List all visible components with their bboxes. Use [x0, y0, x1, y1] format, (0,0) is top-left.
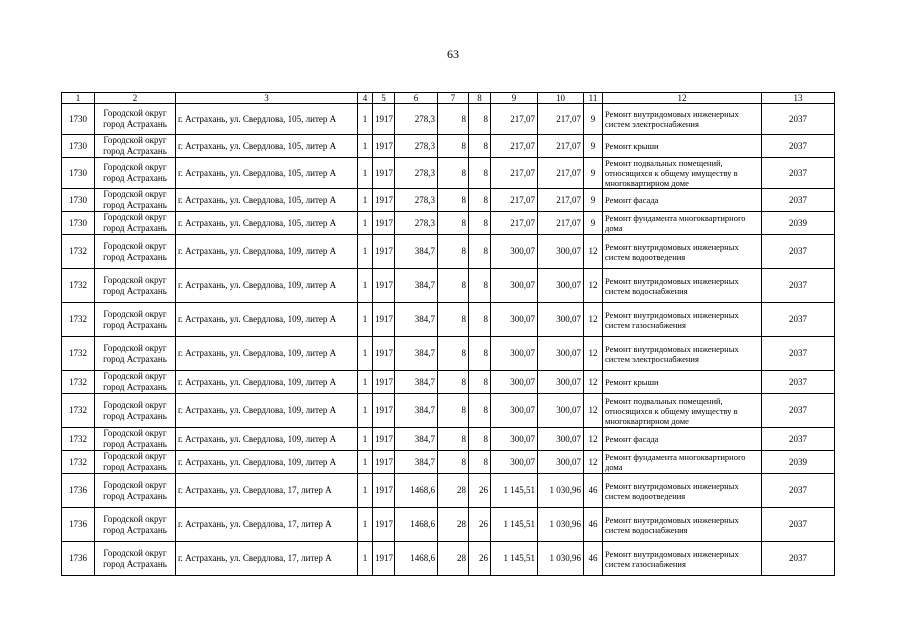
area-cell: 278,3 — [395, 104, 438, 135]
row-number-cell: 1732 — [62, 269, 95, 303]
year-planned-cell: 2037 — [762, 158, 835, 189]
year-planned-cell: 2037 — [762, 542, 835, 576]
col8-cell: 8 — [469, 269, 491, 303]
address-cell: г. Астрахань, ул. Свердлова, 109, литер А — [176, 269, 358, 303]
floors-cell: 1 — [358, 428, 373, 451]
col10-cell: 217,07 — [538, 135, 584, 158]
floors-cell: 1 — [358, 158, 373, 189]
col10-cell: 300,07 — [538, 451, 584, 474]
table-row — [62, 303, 835, 337]
col11-cell: 12 — [584, 394, 603, 428]
column-number-header: 13 — [762, 93, 835, 104]
area-cell: 1468,6 — [395, 542, 438, 576]
col11-cell: 9 — [584, 212, 603, 235]
row-number-cell: 1730 — [62, 158, 95, 189]
floors-cell: 1 — [358, 337, 373, 371]
column-number-header: 4 — [358, 93, 373, 104]
address-cell: г. Астрахань, ул. Свердлова, 105, литер А — [176, 104, 358, 135]
year-cell: 1917 — [373, 371, 395, 394]
col10-cell: 217,07 — [538, 189, 584, 212]
year-planned-cell: 2037 — [762, 303, 835, 337]
table-body — [62, 104, 835, 576]
capital-repair-table — [61, 92, 835, 576]
col7-cell: 8 — [438, 337, 469, 371]
floors-cell: 1 — [358, 474, 373, 508]
year-planned-cell: 2037 — [762, 235, 835, 269]
year-planned-cell: 2037 — [762, 135, 835, 158]
year-cell: 1917 — [373, 135, 395, 158]
col8-cell: 8 — [469, 303, 491, 337]
table-row — [62, 542, 835, 576]
table-row — [62, 428, 835, 451]
year-cell: 1917 — [373, 428, 395, 451]
col9-cell: 300,07 — [491, 428, 538, 451]
col10-cell: 300,07 — [538, 303, 584, 337]
work-type-cell: Ремонт внутридомовых инженерных систем электроснабжения — [603, 104, 762, 135]
address-cell: г. Астрахань, ул. Свердлова, 109, литер А — [176, 394, 358, 428]
col9-cell: 217,07 — [491, 212, 538, 235]
year-planned-cell: 2037 — [762, 428, 835, 451]
column-number-header: 2 — [95, 93, 176, 104]
floors-cell: 1 — [358, 508, 373, 542]
table-row — [62, 508, 835, 542]
col10-cell: 300,07 — [538, 428, 584, 451]
municipality-cell: Городской округ город Астрахань — [95, 428, 176, 451]
address-cell: г. Астрахань, ул. Свердлова, 109, литер А — [176, 428, 358, 451]
col11-cell: 12 — [584, 451, 603, 474]
col11-cell: 12 — [584, 235, 603, 269]
work-type-cell: Ремонт фундамента многоквартирного дома — [603, 451, 762, 474]
col8-cell: 8 — [469, 135, 491, 158]
col9-cell: 217,07 — [491, 104, 538, 135]
col8-cell: 8 — [469, 428, 491, 451]
col8-cell: 8 — [469, 394, 491, 428]
table-row — [62, 269, 835, 303]
table-row — [62, 371, 835, 394]
area-cell: 1468,6 — [395, 508, 438, 542]
address-cell: г. Астрахань, ул. Свердлова, 105, литер А — [176, 135, 358, 158]
year-cell: 1917 — [373, 158, 395, 189]
area-cell: 384,7 — [395, 235, 438, 269]
address-cell: г. Астрахань, ул. Свердлова, 109, литер А — [176, 371, 358, 394]
col11-cell: 12 — [584, 337, 603, 371]
col11-cell: 12 — [584, 269, 603, 303]
year-planned-cell: 2037 — [762, 508, 835, 542]
row-number-cell: 1732 — [62, 394, 95, 428]
col8-cell: 26 — [469, 542, 491, 576]
municipality-cell: Городской округ город Астрахань — [95, 235, 176, 269]
row-number-cell: 1730 — [62, 189, 95, 212]
col10-cell: 1 030,96 — [538, 542, 584, 576]
column-number-header: 6 — [395, 93, 438, 104]
row-number-cell: 1736 — [62, 508, 95, 542]
year-cell: 1917 — [373, 212, 395, 235]
municipality-cell: Городской округ город Астрахань — [95, 104, 176, 135]
floors-cell: 1 — [358, 303, 373, 337]
work-type-cell: Ремонт фасада — [603, 428, 762, 451]
municipality-cell: Городской округ город Астрахань — [95, 158, 176, 189]
work-type-cell: Ремонт крыши — [603, 135, 762, 158]
area-cell: 384,7 — [395, 428, 438, 451]
col9-cell: 300,07 — [491, 394, 538, 428]
col9-cell: 300,07 — [491, 451, 538, 474]
row-number-cell: 1732 — [62, 451, 95, 474]
col8-cell: 8 — [469, 158, 491, 189]
area-cell: 1468,6 — [395, 474, 438, 508]
address-cell: г. Астрахань, ул. Свердлова, 105, литер А — [176, 158, 358, 189]
work-type-cell: Ремонт внутридомовых инженерных систем водоснабжения — [603, 269, 762, 303]
floors-cell: 1 — [358, 235, 373, 269]
row-number-cell: 1736 — [62, 542, 95, 576]
row-number-cell: 1732 — [62, 337, 95, 371]
col8-cell: 8 — [469, 371, 491, 394]
col10-cell: 217,07 — [538, 212, 584, 235]
column-number-header: 3 — [176, 93, 358, 104]
column-number-row — [62, 93, 835, 104]
col7-cell: 8 — [438, 371, 469, 394]
floors-cell: 1 — [358, 269, 373, 303]
work-type-cell: Ремонт крыши — [603, 371, 762, 394]
year-cell: 1917 — [373, 474, 395, 508]
row-number-cell: 1730 — [62, 104, 95, 135]
row-number-cell: 1730 — [62, 135, 95, 158]
floors-cell: 1 — [358, 212, 373, 235]
col9-cell: 1 145,51 — [491, 508, 538, 542]
col7-cell: 8 — [438, 394, 469, 428]
row-number-cell: 1732 — [62, 428, 95, 451]
col7-cell: 8 — [438, 451, 469, 474]
col8-cell: 8 — [469, 337, 491, 371]
row-number-cell: 1732 — [62, 235, 95, 269]
col8-cell: 26 — [469, 474, 491, 508]
area-cell: 384,7 — [395, 269, 438, 303]
year-cell: 1917 — [373, 235, 395, 269]
col10-cell: 300,07 — [538, 269, 584, 303]
municipality-cell: Городской округ город Астрахань — [95, 451, 176, 474]
col11-cell: 12 — [584, 303, 603, 337]
row-number-cell: 1732 — [62, 371, 95, 394]
work-type-cell: Ремонт подвальных помещений, относящихся к общему имуществу в многоквартирном доме — [603, 394, 762, 428]
year-planned-cell: 2037 — [762, 394, 835, 428]
col9-cell: 300,07 — [491, 303, 538, 337]
municipality-cell: Городской округ город Астрахань — [95, 508, 176, 542]
area-cell: 384,7 — [395, 337, 438, 371]
year-cell: 1917 — [373, 451, 395, 474]
year-cell: 1917 — [373, 394, 395, 428]
column-number-header: 1 — [62, 93, 95, 104]
year-planned-cell: 2039 — [762, 451, 835, 474]
municipality-cell: Городской округ город Астрахань — [95, 189, 176, 212]
row-number-cell: 1730 — [62, 212, 95, 235]
col9-cell: 300,07 — [491, 337, 538, 371]
col7-cell: 8 — [438, 212, 469, 235]
floors-cell: 1 — [358, 394, 373, 428]
municipality-cell: Городской округ город Астрахань — [95, 269, 176, 303]
col11-cell: 9 — [584, 104, 603, 135]
year-planned-cell: 2039 — [762, 212, 835, 235]
column-number-header: 5 — [373, 93, 395, 104]
column-number-header: 8 — [469, 93, 491, 104]
col9-cell: 217,07 — [491, 135, 538, 158]
work-type-cell: Ремонт внутридомовых инженерных систем водоснабжения — [603, 508, 762, 542]
address-cell: г. Астрахань, ул. Свердлова, 109, литер А — [176, 337, 358, 371]
area-cell: 384,7 — [395, 394, 438, 428]
table-row — [62, 135, 835, 158]
col7-cell: 8 — [438, 235, 469, 269]
municipality-cell: Городской округ город Астрахань — [95, 394, 176, 428]
column-number-header: 9 — [491, 93, 538, 104]
table-row — [62, 474, 835, 508]
floors-cell: 1 — [358, 451, 373, 474]
col7-cell: 28 — [438, 542, 469, 576]
year-cell: 1917 — [373, 508, 395, 542]
municipality-cell: Городской округ город Астрахань — [95, 303, 176, 337]
column-number-header: 7 — [438, 93, 469, 104]
year-planned-cell: 2037 — [762, 104, 835, 135]
col8-cell: 8 — [469, 104, 491, 135]
work-type-cell: Ремонт внутридомовых инженерных систем газоснабжения — [603, 303, 762, 337]
column-number-header: 10 — [538, 93, 584, 104]
year-cell: 1917 — [373, 542, 395, 576]
column-number-header: 11 — [584, 93, 603, 104]
col10-cell: 300,07 — [538, 235, 584, 269]
col11-cell: 12 — [584, 371, 603, 394]
year-planned-cell: 2037 — [762, 371, 835, 394]
year-planned-cell: 2037 — [762, 474, 835, 508]
col7-cell: 28 — [438, 508, 469, 542]
year-cell: 1917 — [373, 337, 395, 371]
table-row — [62, 451, 835, 474]
area-cell: 384,7 — [395, 303, 438, 337]
municipality-cell: Городской округ город Астрахань — [95, 371, 176, 394]
col7-cell: 8 — [438, 104, 469, 135]
page-number: 63 — [447, 47, 459, 61]
col9-cell: 217,07 — [491, 158, 538, 189]
area-cell: 278,3 — [395, 158, 438, 189]
col8-cell: 8 — [469, 451, 491, 474]
work-type-cell: Ремонт подвальных помещений, относящихся к общему имуществу в многоквартирном доме — [603, 158, 762, 189]
work-type-cell: Ремонт внутридомовых инженерных систем электроснабжения — [603, 337, 762, 371]
col8-cell: 26 — [469, 508, 491, 542]
col11-cell: 46 — [584, 508, 603, 542]
col10-cell: 1 030,96 — [538, 474, 584, 508]
year-planned-cell: 2037 — [762, 269, 835, 303]
col10-cell: 300,07 — [538, 394, 584, 428]
area-cell: 278,3 — [395, 212, 438, 235]
col7-cell: 8 — [438, 269, 469, 303]
col7-cell: 8 — [438, 189, 469, 212]
col8-cell: 8 — [469, 235, 491, 269]
year-cell: 1917 — [373, 303, 395, 337]
table-row — [62, 104, 835, 135]
area-cell: 384,7 — [395, 451, 438, 474]
floors-cell: 1 — [358, 104, 373, 135]
col9-cell: 300,07 — [491, 235, 538, 269]
work-type-cell: Ремонт внутридомовых инженерных систем водоотведения — [603, 474, 762, 508]
col11-cell: 46 — [584, 542, 603, 576]
work-type-cell: Ремонт внутридомовых инженерных систем газоснабжения — [603, 542, 762, 576]
col9-cell: 1 145,51 — [491, 474, 538, 508]
col11-cell: 9 — [584, 158, 603, 189]
floors-cell: 1 — [358, 135, 373, 158]
address-cell: г. Астрахань, ул. Свердлова, 17, литер А — [176, 542, 358, 576]
col7-cell: 8 — [438, 158, 469, 189]
col11-cell: 9 — [584, 189, 603, 212]
col9-cell: 1 145,51 — [491, 542, 538, 576]
col7-cell: 28 — [438, 474, 469, 508]
col7-cell: 8 — [438, 303, 469, 337]
col9-cell: 300,07 — [491, 269, 538, 303]
row-number-cell: 1732 — [62, 303, 95, 337]
address-cell: г. Астрахань, ул. Свердлова, 105, литер А — [176, 189, 358, 212]
col10-cell: 217,07 — [538, 104, 584, 135]
col7-cell: 8 — [438, 135, 469, 158]
area-cell: 384,7 — [395, 371, 438, 394]
col9-cell: 217,07 — [491, 189, 538, 212]
municipality-cell: Городской округ город Астрахань — [95, 474, 176, 508]
row-number-cell: 1736 — [62, 474, 95, 508]
work-type-cell: Ремонт фундамента многоквартирного дома — [603, 212, 762, 235]
col10-cell: 300,07 — [538, 371, 584, 394]
col7-cell: 8 — [438, 428, 469, 451]
address-cell: г. Астрахань, ул. Свердлова, 109, литер А — [176, 235, 358, 269]
column-number-header: 12 — [603, 93, 762, 104]
municipality-cell: Городской округ город Астрахань — [95, 135, 176, 158]
year-planned-cell: 2037 — [762, 189, 835, 212]
col10-cell: 1 030,96 — [538, 508, 584, 542]
floors-cell: 1 — [358, 189, 373, 212]
address-cell: г. Астрахань, ул. Свердлова, 105, литер А — [176, 212, 358, 235]
col10-cell: 217,07 — [538, 158, 584, 189]
floors-cell: 1 — [358, 371, 373, 394]
address-cell: г. Астрахань, ул. Свердлова, 17, литер А — [176, 508, 358, 542]
table-row — [62, 394, 835, 428]
col8-cell: 8 — [469, 212, 491, 235]
table-row — [62, 189, 835, 212]
col10-cell: 300,07 — [538, 337, 584, 371]
year-planned-cell: 2037 — [762, 337, 835, 371]
address-cell: г. Астрахань, ул. Свердлова, 109, литер А — [176, 303, 358, 337]
year-cell: 1917 — [373, 104, 395, 135]
work-type-cell: Ремонт внутридомовых инженерных систем водоотведения — [603, 235, 762, 269]
table-row — [62, 337, 835, 371]
table-row — [62, 235, 835, 269]
table-row — [62, 158, 835, 189]
floors-cell: 1 — [358, 542, 373, 576]
municipality-cell: Городской округ город Астрахань — [95, 542, 176, 576]
work-type-cell: Ремонт фасада — [603, 189, 762, 212]
col11-cell: 12 — [584, 428, 603, 451]
area-cell: 278,3 — [395, 135, 438, 158]
address-cell: г. Астрахань, ул. Свердлова, 109, литер А — [176, 451, 358, 474]
year-cell: 1917 — [373, 269, 395, 303]
area-cell: 278,3 — [395, 189, 438, 212]
col11-cell: 9 — [584, 135, 603, 158]
address-cell: г. Астрахань, ул. Свердлова, 17, литер А — [176, 474, 358, 508]
col9-cell: 300,07 — [491, 371, 538, 394]
municipality-cell: Городской округ город Астрахань — [95, 212, 176, 235]
table-row — [62, 212, 835, 235]
col8-cell: 8 — [469, 189, 491, 212]
col11-cell: 46 — [584, 474, 603, 508]
year-cell: 1917 — [373, 189, 395, 212]
municipality-cell: Городской округ город Астрахань — [95, 337, 176, 371]
